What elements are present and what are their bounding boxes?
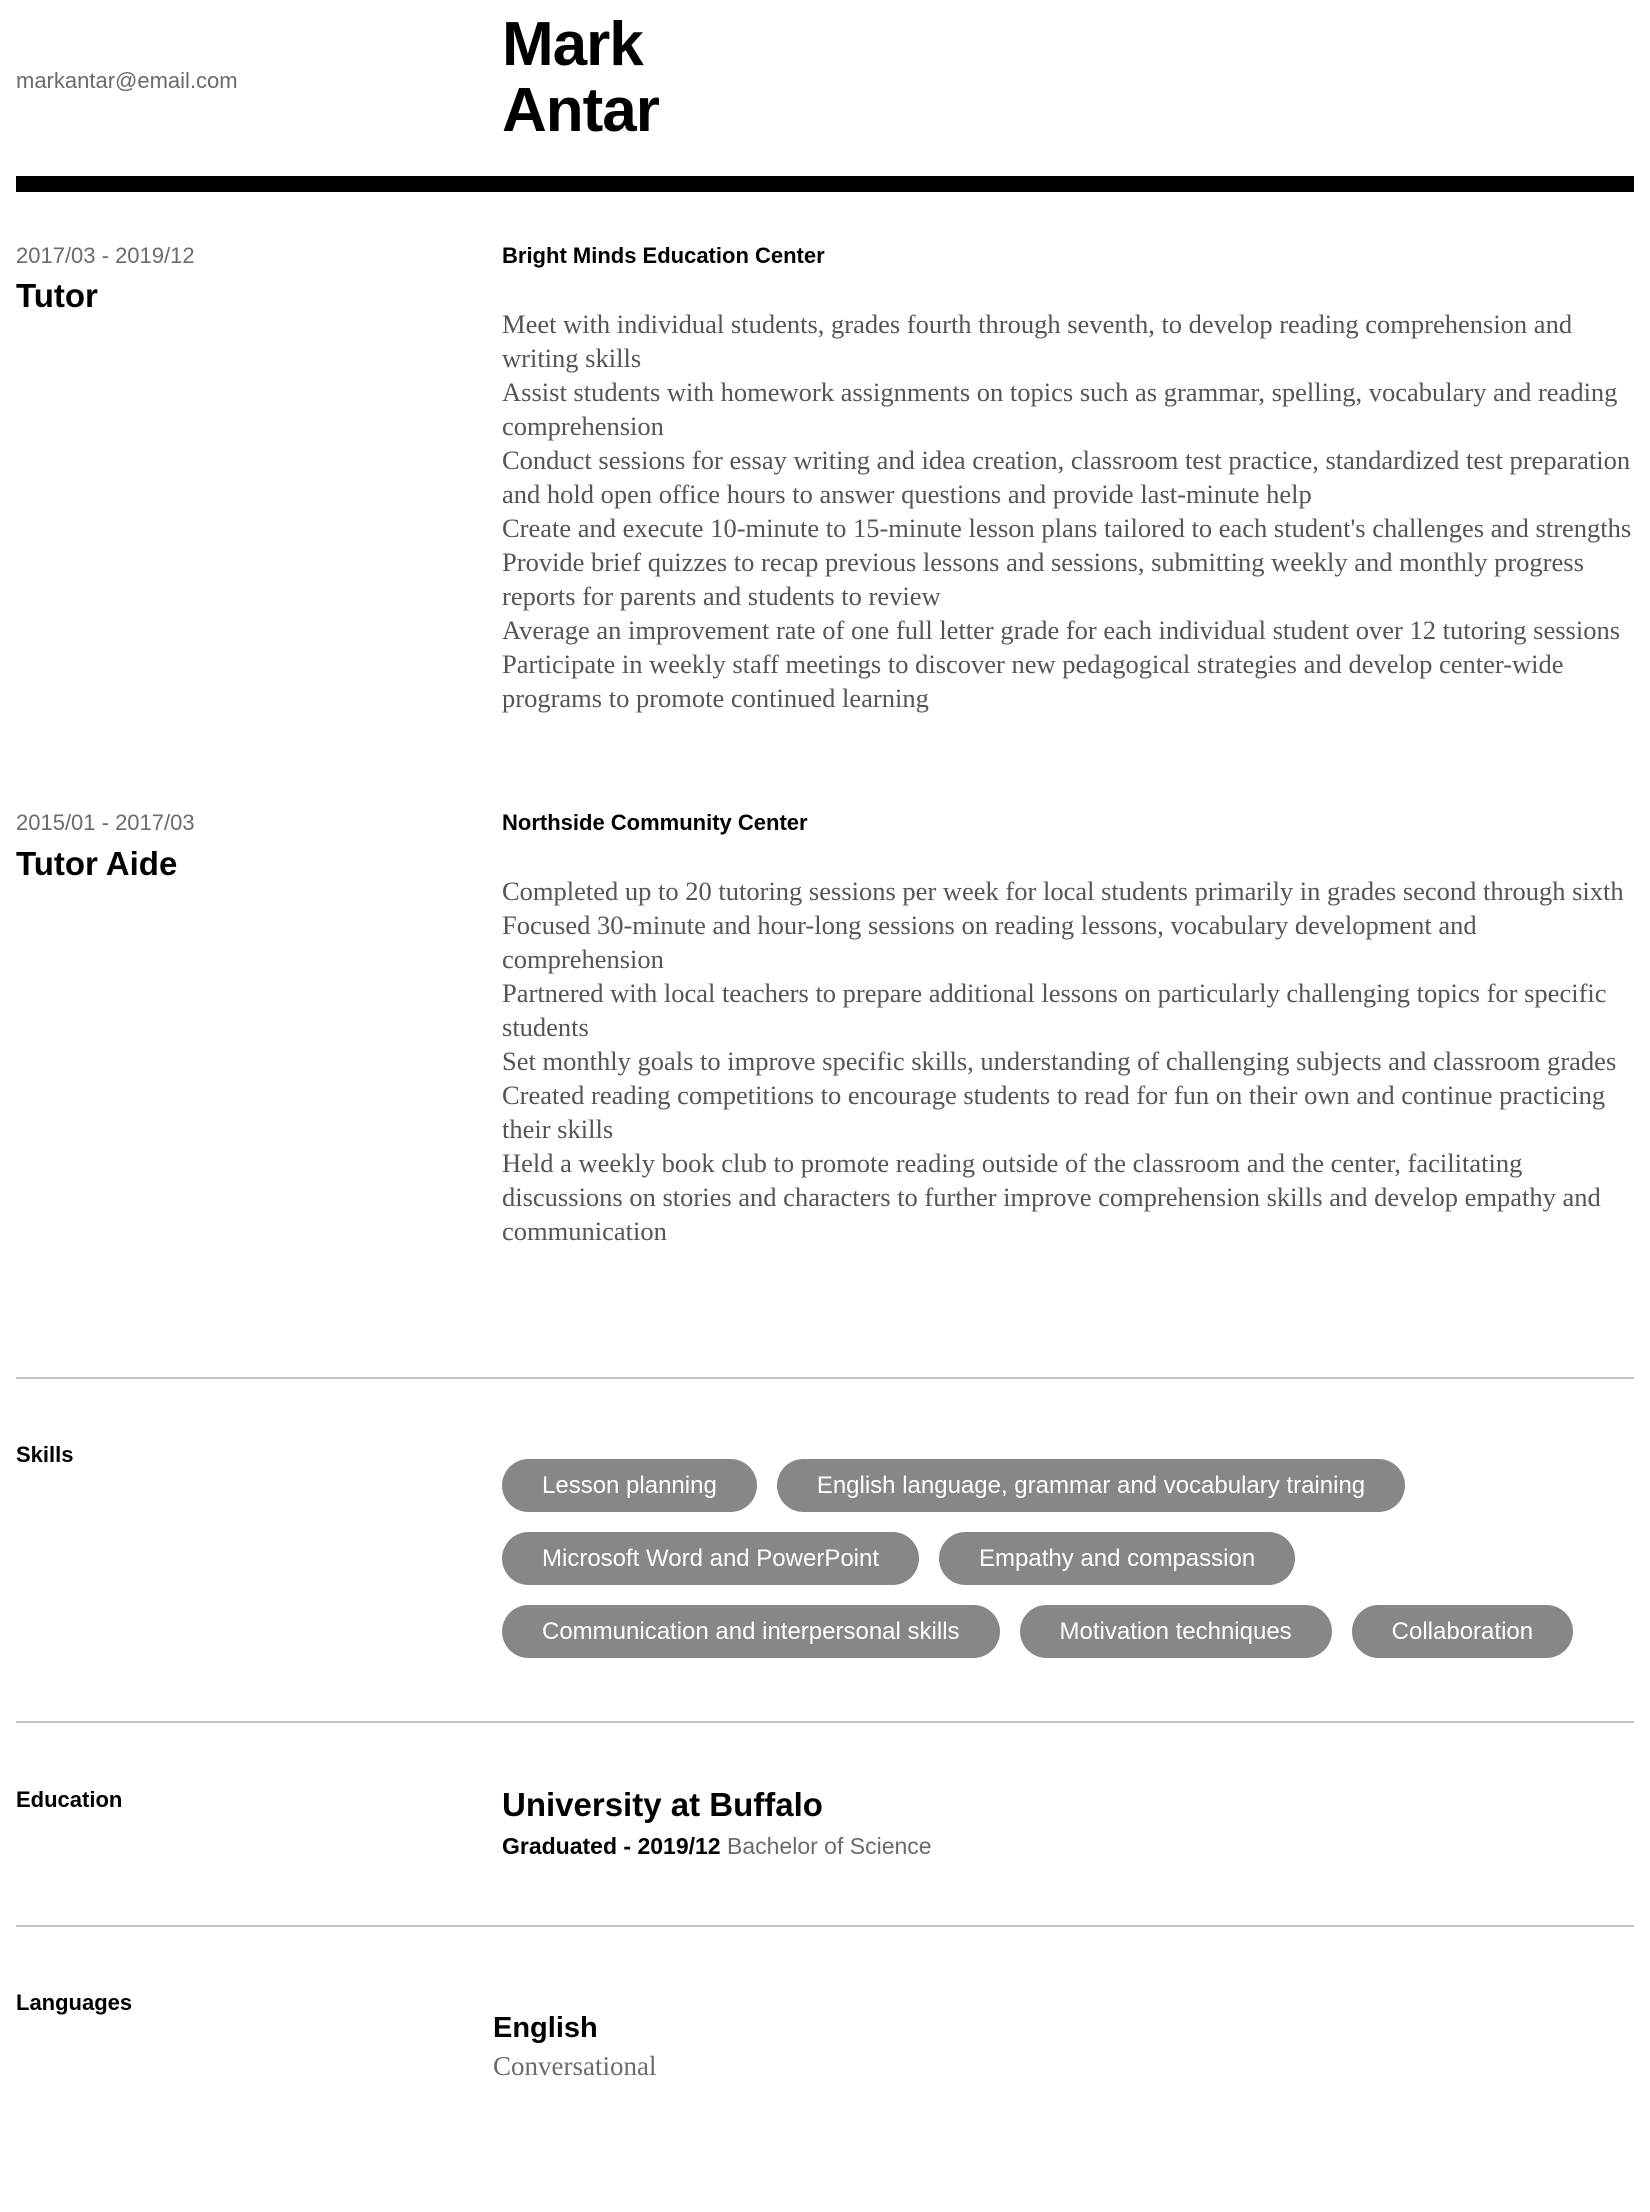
bullet: Set monthly goals to improve specific skills, understanding of challenging subjects and classroom grades: [502, 1046, 1617, 1076]
languages-label: Languages: [16, 1990, 133, 2015]
job-bullets: [502, 307, 1642, 715]
graduation-date: Graduated - 2019/12: [502, 1833, 721, 1859]
skill-tag: English language, grammar and vocabulary training: [777, 1459, 1405, 1512]
job-company: Bright Minds Education Center: [502, 243, 825, 268]
skills-list: [502, 1459, 1642, 1658]
contact-email: markantar@email.com: [16, 68, 238, 93]
graduation-info: [502, 1833, 932, 1860]
skill-tag: Collaboration: [1352, 1605, 1573, 1658]
header-bar: [16, 176, 1634, 192]
bullet: Completed up to 20 tutoring sessions per week for local students primarily in grades second through sixth: [502, 876, 1624, 906]
bullet: Average an improvement rate of one full letter grade for each individual student over 12 tutoring sessions: [502, 615, 1621, 645]
bullet: Assist students with homework assignments on topics such as grammar, spelling, vocabulary and reading comprehension: [502, 377, 1618, 441]
last-name: Antar: [502, 76, 659, 145]
skills-label: Skills: [16, 1442, 74, 1467]
language-name: English: [493, 2012, 598, 2044]
bullet: Meet with individual students, grades fourth through seventh, to develop reading comprehension and writing skills: [502, 309, 1573, 373]
section-divider: [16, 1721, 1634, 1723]
candidate-name: [502, 12, 659, 144]
language-level: Conversational: [493, 2051, 657, 2081]
section-divider: [16, 1925, 1634, 1927]
bullet: Provide brief quizzes to recap previous lessons and sessions, submitting weekly and monthly progress reports for parents and students to review: [502, 547, 1584, 611]
job-bullets: [502, 874, 1642, 1248]
bullet: Focused 30-minute and hour-long sessions on reading lessons, vocabulary development and comprehension: [502, 910, 1477, 974]
skill-tag: Lesson planning: [502, 1459, 757, 1512]
job-company: Northside Community Center: [502, 810, 808, 835]
section-divider: [16, 1377, 1634, 1379]
bullet: Held a weekly book club to promote reading outside of the classroom and the center, facilitating discussions on stories and characters to further improve comprehension skills and develop empathy and communication: [502, 1148, 1601, 1246]
degree: Bachelor of Science: [727, 1833, 932, 1859]
job-dates: 2015/01 - 2017/03: [16, 810, 195, 835]
skill-tag: Motivation techniques: [1020, 1605, 1332, 1658]
job-title: Tutor: [16, 277, 98, 314]
education-label: Education: [16, 1787, 123, 1812]
bullet: Create and execute 10-minute to 15-minute lesson plans tailored to each student's challenges and strengths: [502, 513, 1632, 543]
job-dates: 2017/03 - 2019/12: [16, 243, 195, 268]
bullet: Participate in weekly staff meetings to discover new pedagogical strategies and develop center-wide programs to promote continued learning: [502, 649, 1564, 713]
bullet: Partnered with local teachers to prepare additional lessons on particularly challenging topics for specific students: [502, 978, 1607, 1042]
bullet: Created reading competitions to encourage students to read for fun on their own and continue practicing their skills: [502, 1080, 1606, 1144]
job-title: Tutor Aide: [16, 845, 178, 882]
skill-tag: Microsoft Word and PowerPoint: [502, 1532, 919, 1585]
skill-tag: Communication and interpersonal skills: [502, 1605, 1000, 1658]
bullet: Conduct sessions for essay writing and idea creation, classroom test practice, standardized test preparation and hold open office hours to answer questions and provide last-minute help: [502, 445, 1631, 509]
skill-tag: Empathy and compassion: [939, 1532, 1295, 1585]
school-name: University at Buffalo: [502, 1786, 823, 1823]
first-name: Mark: [502, 10, 643, 79]
